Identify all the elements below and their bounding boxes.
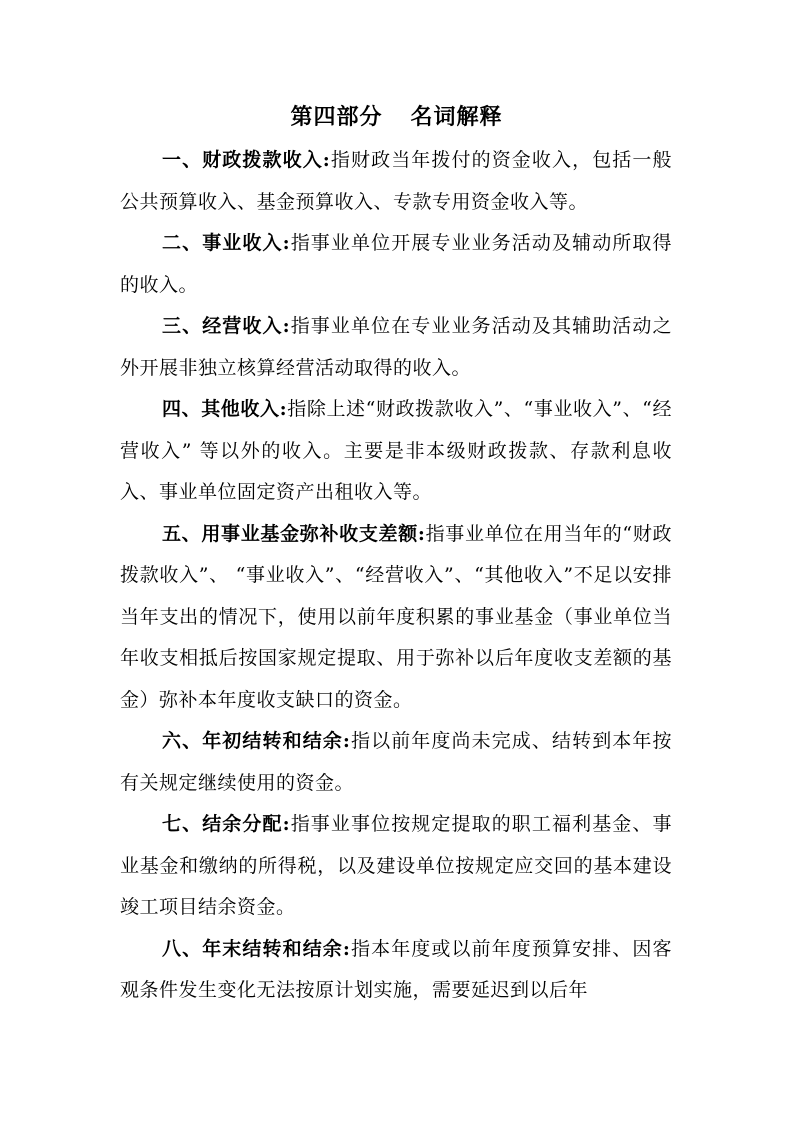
title-part: 第四部分	[290, 104, 383, 130]
definition-body: 指以前年度尚未完成、结转到本年按有关规定继续使用的资金。	[120, 730, 672, 794]
definition-term: 二、事业收入:	[162, 232, 291, 254]
definition-body: 指事业事位按规定提取的职工福利基金、事业基金和缴纳的所得税，以及建设单位按规定应交回的基本建设竣工项目结余资金。	[120, 813, 672, 918]
definition-term: 七、结余分配:	[162, 813, 291, 835]
definition-term: 五、用事业基金弥补收支差额:	[162, 522, 426, 545]
definitions-list	[120, 140, 672, 1012]
definition-term: 六、年初结转和结余:	[162, 730, 351, 752]
definition-body: 指事业单位在用当年的“财政拨款收入”、 “事业收入”、“经营收入”、“其他收入”不足以安排当年支出的情况下，使用以前年度积累的事业基金（事业单位当年收支相抵后按国家规定提取、用于弥补以后年度收支差额的基金）弥补本年度收支缺口的资金。	[120, 522, 673, 711]
definition-term: 一、财政拨款收入:	[162, 149, 331, 171]
definition-item	[120, 306, 672, 389]
definition-body: 指财政当年拨付的资金收入，包括一般公共预算收入、基金预算收入、专款专用资金收入等。	[120, 149, 672, 213]
definition-item	[120, 721, 672, 804]
definition-body: 指事业单位开展专业业务活动及辅动所取得的收入。	[120, 232, 672, 296]
definition-body: 指事业单位在专业业务活动及其辅助活动之外开展非独立核算经营活动取得的收入。	[120, 315, 672, 379]
definition-item	[120, 929, 672, 1012]
page-title	[0, 98, 793, 136]
definition-item	[120, 514, 672, 722]
definition-term: 三、经营收入:	[162, 315, 291, 337]
definition-item	[120, 389, 672, 514]
definition-term: 八、年末结转和结余:	[162, 937, 351, 960]
definition-item	[120, 140, 672, 223]
definition-item	[120, 804, 672, 929]
definition-term: 四、其他收入:	[162, 398, 288, 420]
definition-item	[120, 223, 672, 306]
definition-body: 指除上述“财政拨款收入”、“事业收入”、“经营收入” 等以外的收入。主要是非本级财政拨款、存款利息收入、事业单位固定资产出租收入等。	[120, 398, 672, 503]
definition-body: 指本年度或以前年度预算安排、因客观条件发生变化无法按原计划实施，需要延迟到以后年	[120, 937, 672, 1001]
title-name: 名词解释	[410, 104, 503, 130]
